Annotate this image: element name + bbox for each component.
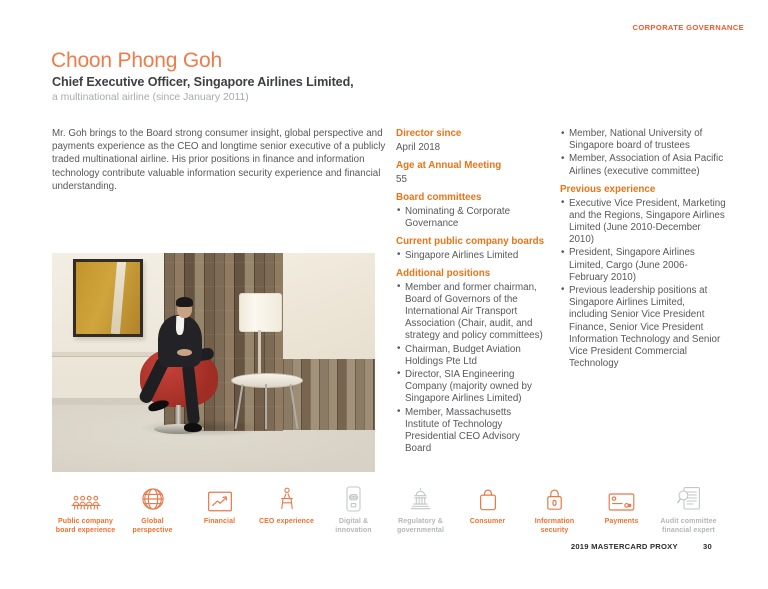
section-previous-experience	[560, 184, 726, 371]
globe-icon	[119, 481, 186, 512]
document-magnifier-icon	[655, 481, 722, 512]
section-current-boards	[396, 236, 548, 262]
skill-label: Consumer	[469, 518, 506, 525]
director-title: Chief Executive Officer, Singapore Airlines Limited,	[52, 75, 354, 89]
list-item: • Singapore Airlines Limited	[396, 250, 548, 262]
section-additional-positions-continued	[560, 128, 726, 178]
lectern-person-icon	[253, 481, 320, 512]
section-additional-positions	[396, 268, 548, 456]
skill-financial	[186, 481, 253, 535]
credit-card-icon	[588, 481, 655, 512]
skills-row	[52, 481, 722, 535]
skill-information-security	[521, 481, 588, 535]
list-item: • Nominating & Corporate Governance	[396, 206, 548, 230]
page-footer	[571, 542, 712, 551]
skill-public-company-board-experience	[52, 481, 119, 535]
skill-label: Payments	[604, 518, 639, 525]
director-name: Choon Phong Goh	[51, 49, 222, 72]
smartphone-icon	[320, 481, 387, 512]
director-subtitle: a multinational airline (since January 2011)	[52, 92, 249, 103]
skill-label: Public company board experience	[55, 518, 116, 534]
skill-consumer	[454, 481, 521, 535]
details-column	[560, 128, 726, 376]
section-age	[396, 160, 548, 186]
skill-global-perspective	[119, 481, 186, 535]
government-building-icon	[387, 481, 454, 512]
skill-label: Regulatory & governmental	[396, 518, 445, 534]
section-value: 55	[396, 173, 407, 185]
photo-ledge	[52, 352, 164, 357]
shopping-bag-icon	[454, 481, 521, 512]
photo-man-hands	[177, 349, 192, 356]
section-label: Age at Annual Meeting	[396, 159, 502, 171]
photo-right-wall	[283, 253, 375, 359]
footer-proxy-label: 2019 MASTERCARD PROXY	[570, 542, 678, 551]
list-item: • Member, Association of Asia Pacific Airlines (executive committee)	[560, 153, 726, 177]
section-label: Director since	[396, 128, 462, 139]
section-board-committees	[396, 192, 548, 230]
section-value: April 2018	[396, 141, 441, 153]
director-bio: Mr. Goh brings to the Board strong consumer insight, global perspective and payments experience as the CEO and longtime senior executive of a publicly traded multinational airline. His prior positions in finance and information technology contribute valuable information security experience and financial understanding.	[52, 128, 386, 192]
section-director-since	[396, 128, 548, 154]
photo-man-hair	[176, 297, 193, 307]
skill-payments	[588, 481, 655, 535]
skill-label: CEO experience	[258, 518, 315, 525]
list-item: • Member, National University of Singapore board of trustees	[560, 128, 726, 152]
skill-digital-innovation	[320, 481, 387, 535]
skill-ceo-experience	[253, 481, 320, 535]
chart-up-icon	[186, 481, 253, 512]
director-portrait-photo	[52, 253, 375, 472]
photo-man-shoe	[184, 423, 202, 432]
section-tag: CORPORATE GOVERNANCE	[632, 23, 744, 32]
photo-table-leg	[265, 384, 267, 429]
section-label: Current public company boards	[396, 235, 545, 247]
photo-lamp	[239, 293, 282, 332]
list-item: • President, Singapore Airlines Limited, Cargo (June 2006-February 2010)	[560, 247, 726, 284]
page-number: 30	[703, 542, 712, 551]
details-column	[396, 128, 548, 461]
skill-label: Audit committee financial expert	[660, 518, 717, 534]
skill-audit-committee-financial-expert	[655, 481, 722, 535]
photo-gold-painting	[73, 259, 143, 337]
section-label: Board committees	[396, 191, 482, 203]
skill-label: Digital & innovation	[335, 518, 372, 534]
list-item: • Member, Massachusetts Institute of Technology Presidential CEO Advisory Board	[396, 407, 548, 456]
list-item: • Director, SIA Engineering Company (majority owned by Singapore Airlines Limited)	[396, 369, 548, 406]
board-people-icon	[52, 481, 119, 512]
padlock-icon	[521, 481, 588, 512]
photo-lamp-stem	[258, 330, 261, 375]
skill-label: Information security	[534, 518, 575, 534]
list-item: • Executive Vice President, Marketing and the Regions, Singapore Airlines Limited (June 2010-December 2010)	[560, 198, 726, 247]
section-label: Additional positions	[396, 267, 491, 279]
list-item: • Chairman, Budget Aviation Holdings Pte Ltd	[396, 344, 548, 368]
skill-label: Global perspective	[132, 518, 173, 534]
list-item: • Member and former chairman, Board of Governors of the International Air Transport Association (Chair, audit, and strategy and policy committees)	[396, 282, 548, 343]
skill-label: Financial	[203, 518, 236, 525]
list-item: • Previous leadership positions at Singapore Airlines Limited, including Senior Vice President Finance, Senior Vice President Information Technology and Senior Vice President Commercial Technology	[560, 285, 726, 370]
skill-regulatory-governmental	[387, 481, 454, 535]
photo-man-shirt	[176, 316, 185, 335]
section-label: Previous experience	[560, 183, 656, 195]
